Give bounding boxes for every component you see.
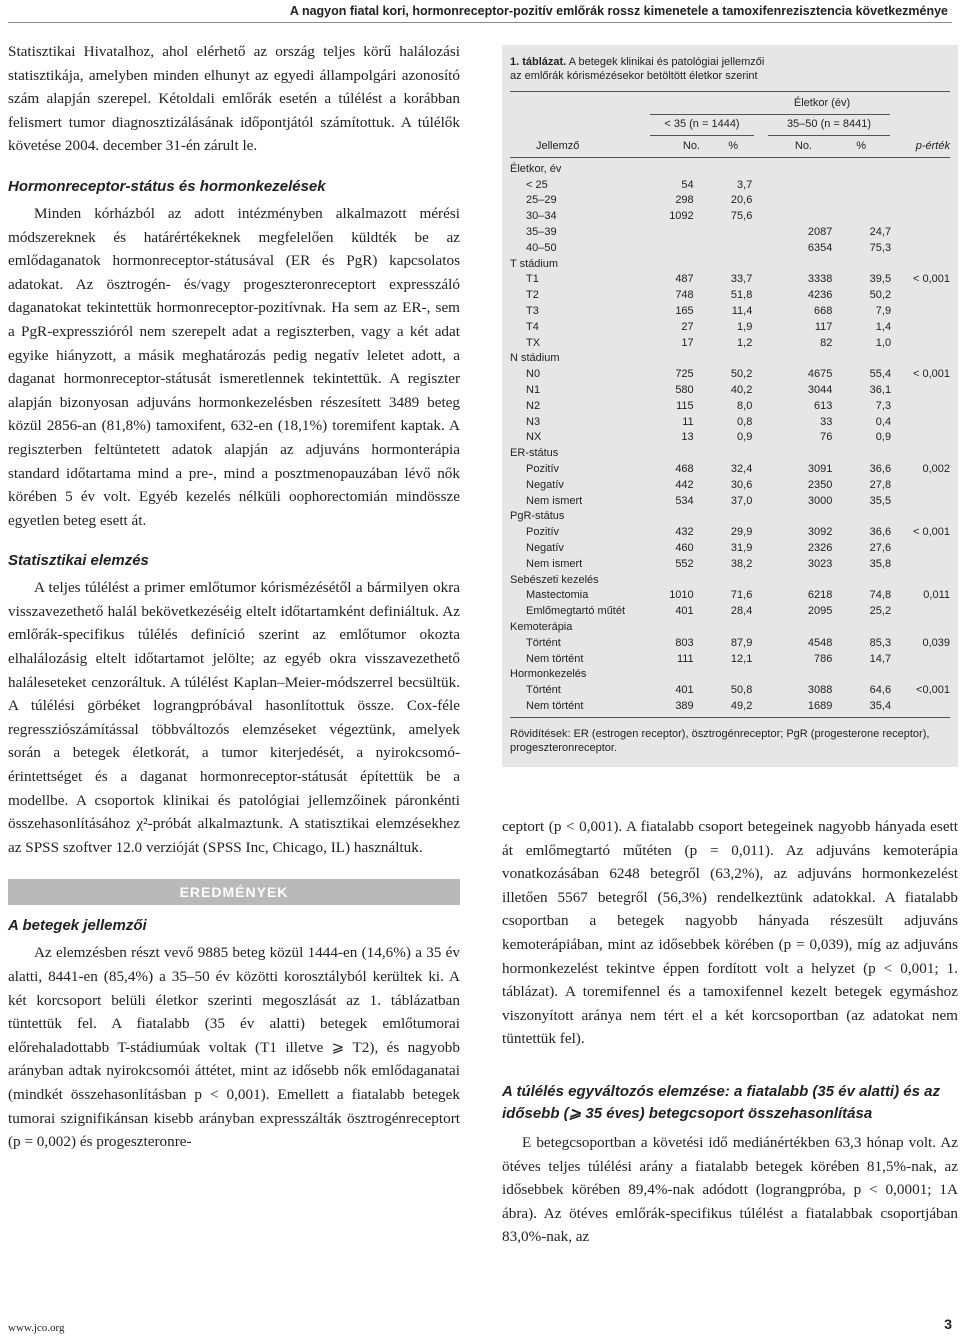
cell-pct-1 bbox=[694, 572, 753, 588]
cell-p-value bbox=[891, 398, 958, 414]
cell-no-1: 389 bbox=[675, 699, 694, 712]
cell-no-2: 76 bbox=[820, 431, 833, 444]
table-row bbox=[502, 287, 958, 303]
left-column bbox=[8, 40, 460, 1154]
cell-pct-1: 28,4 bbox=[730, 605, 753, 618]
cell-p-value bbox=[891, 177, 958, 193]
cell-p-value bbox=[891, 667, 958, 683]
cell-pct-2: 39,5 bbox=[869, 273, 892, 286]
cell-pct-1: 50,8 bbox=[730, 684, 753, 697]
row-label: ER-státus bbox=[510, 447, 559, 460]
cell-p-value bbox=[891, 240, 958, 256]
cell-pct-2 bbox=[832, 177, 891, 193]
cell-pct-2: 7,9 bbox=[875, 305, 892, 318]
table-row bbox=[502, 682, 958, 698]
cell-pct-1 bbox=[694, 224, 753, 240]
cell-p-value bbox=[891, 335, 958, 351]
cell-pct-1: 32,4 bbox=[730, 463, 753, 476]
cell-pct-1: 3,7 bbox=[737, 178, 753, 191]
cell-no-2: 3092 bbox=[807, 526, 833, 539]
row-label: Nem történt bbox=[526, 699, 584, 712]
cell-p-value bbox=[891, 161, 958, 177]
table-row bbox=[502, 256, 958, 272]
cell-pct-2: 74,8 bbox=[869, 589, 892, 602]
cell-no-1: 460 bbox=[675, 542, 694, 555]
cell-no-2: 82 bbox=[820, 336, 833, 349]
results-banner: EREDMÉNYEK bbox=[8, 879, 460, 905]
cell-p-value bbox=[891, 414, 958, 430]
table-footnote: Rövidítések: ER (estrogen receptor), ösztrogénreceptor; PgR (progesterone receptor), progeszteronreceptor. bbox=[510, 728, 930, 754]
cell-p-value bbox=[891, 651, 958, 667]
cell-p-value bbox=[891, 303, 958, 319]
row-label: Negatív bbox=[526, 478, 564, 491]
cell-no-2: 613 bbox=[814, 399, 833, 412]
cell-pct-1: 51,8 bbox=[730, 289, 753, 302]
cell-pct-2: 35,8 bbox=[869, 557, 892, 570]
paragraph-statistics: A teljes túlélést a primer emlőtumor kórismézésétől a bármilyen okra visszavezethető halál bekövetkezéséig eltelt időtartamként definiáltuk. Az emlőrák-specifikus túlélés definíció szerint az emlőtumor okozta elhalálozásig eltelt időtartamot jelölte; az egyéb okra visszavezethető haláleseteket cenzoráltuk. A túlélést Kaplan–Meier-módszerrel becsültük. A túlélési görbéket lograngpróbával hasonlítottuk össze. Cox-féle regressziószámítással többváltozós elemzéseket végeztünk, amelyek során a betegek életkorát, a tumor kiterjedését, a nyirokcsomó-érintettséget és a daganat hormonreceptor-státusát építettük be a modellbe. A csoportok klinikai és patológiai jellemzőinek páronkénti összehasonlításához χ²-próbát alkalmaztunk. A statisztikai elemzésekhez az SPSS szoftver 12.0 verzióját (SPSS Inc, Chicago, IL) használtuk. bbox=[8, 579, 460, 856]
cell-pct-1: 1,9 bbox=[737, 320, 753, 333]
age-header-rule bbox=[650, 114, 890, 115]
group2-rule bbox=[768, 135, 890, 136]
cell-no-1: 115 bbox=[676, 399, 694, 412]
cell-pct-2 bbox=[832, 351, 891, 367]
cell-no-1: 432 bbox=[675, 526, 694, 539]
cell-p-value bbox=[891, 382, 958, 398]
cell-no-1: 725 bbox=[675, 368, 694, 381]
cell-p-value bbox=[891, 556, 958, 572]
table-row bbox=[502, 224, 958, 240]
cell-pct-2: 24,7 bbox=[869, 226, 892, 239]
row-label: Nem ismert bbox=[526, 494, 583, 507]
cell-no-1: 27 bbox=[681, 320, 694, 333]
table-row bbox=[502, 414, 958, 430]
row-label: Történt bbox=[526, 684, 561, 697]
cell-no-1: 748 bbox=[675, 289, 694, 302]
row-label: Emlőmegtartó műtét bbox=[526, 605, 626, 618]
row-label: T4 bbox=[526, 320, 539, 333]
cell-pct-2: 85,3 bbox=[869, 636, 892, 649]
cell-p-value bbox=[891, 319, 958, 335]
row-label: N3 bbox=[526, 415, 541, 428]
cell-pct-1 bbox=[694, 161, 753, 177]
col-pct-1: % bbox=[728, 140, 738, 152]
heading-patients: A betegek jellemzői bbox=[8, 917, 147, 935]
cell-pct-2: 36,6 bbox=[869, 526, 892, 539]
cell-p-value: < 0,001 bbox=[912, 526, 950, 539]
right-column bbox=[502, 815, 958, 1249]
col-no-1: No. bbox=[682, 140, 700, 152]
row-label: Történt bbox=[526, 636, 561, 649]
cell-no-2 bbox=[752, 572, 832, 588]
table-row bbox=[502, 208, 958, 224]
col-pct-2: % bbox=[856, 140, 866, 152]
cell-pct-1: 30,6 bbox=[730, 478, 753, 491]
table-row bbox=[502, 319, 958, 335]
cell-pct-1: 0,8 bbox=[737, 415, 753, 428]
table-row bbox=[502, 635, 958, 651]
cell-pct-2: 7,3 bbox=[875, 399, 892, 412]
cell-p-value bbox=[891, 603, 958, 619]
row-label: 35–39 bbox=[526, 226, 557, 239]
cell-pct-2: 14,7 bbox=[869, 652, 892, 665]
cell-pct-2: 27,8 bbox=[869, 478, 892, 491]
table-row bbox=[502, 524, 958, 540]
cell-no-1 bbox=[654, 351, 694, 367]
cell-pct-2: 64,6 bbox=[869, 684, 892, 697]
table-rule-bottom bbox=[510, 717, 950, 718]
running-header: A nagyon fiatal kori, hormonreceptor-pozitív emlőrák rossz kimenetele a tamoxifenrezisztencia következménye bbox=[289, 4, 948, 18]
cell-no-1: 17 bbox=[681, 336, 694, 349]
cell-pct-1: 1,2 bbox=[737, 336, 753, 349]
row-label: Hormonkezelés bbox=[510, 668, 587, 681]
row-label: 30–34 bbox=[526, 210, 557, 223]
cell-p-value bbox=[891, 430, 958, 446]
cell-p-value bbox=[891, 287, 958, 303]
group-under-35: < 35 (n = 1444) bbox=[664, 118, 740, 130]
table-caption-line-1: A betegek klinikai és patológiai jellemzői bbox=[568, 56, 765, 68]
row-label: N0 bbox=[526, 368, 541, 381]
cell-no-1: 442 bbox=[675, 478, 694, 491]
page-number: 3 bbox=[944, 1316, 952, 1332]
cell-pct-1 bbox=[694, 445, 753, 461]
cell-no-2 bbox=[752, 509, 832, 525]
cell-no-1: 803 bbox=[675, 636, 694, 649]
cell-p-value bbox=[891, 224, 958, 240]
row-label: TX bbox=[526, 336, 541, 349]
table-row bbox=[502, 477, 958, 493]
row-label: Sebészeti kezelés bbox=[510, 573, 599, 586]
cell-no-2 bbox=[752, 351, 832, 367]
row-label: Nem történt bbox=[526, 652, 584, 665]
cell-pct-2: 75,3 bbox=[869, 241, 892, 254]
cell-no-2: 6218 bbox=[807, 589, 833, 602]
cell-no-2 bbox=[752, 619, 832, 635]
table-row bbox=[502, 398, 958, 414]
cell-no-2: 4548 bbox=[807, 636, 833, 649]
cell-pct-2 bbox=[832, 256, 891, 272]
cell-p-value bbox=[891, 445, 958, 461]
cell-pct-1: 0,9 bbox=[737, 431, 753, 444]
table-row bbox=[502, 177, 958, 193]
cell-no-1 bbox=[654, 240, 694, 256]
cell-no-2: 3338 bbox=[807, 273, 833, 286]
cell-no-2: 1689 bbox=[807, 699, 833, 712]
table-row bbox=[502, 351, 958, 367]
row-label: T2 bbox=[526, 289, 539, 302]
cell-no-1 bbox=[654, 572, 694, 588]
paragraph-survival: E betegcsoportban a követési idő mediánértékben 63,3 hónap volt. Az ötéves teljes túlélési arány a fiatalabb betegek körében 81,5%-nak, az idősebbek körében 89,4%-nak adódott (lograngpróba, p < 0,0001; 1A ábra). Az ötéves emlőrák-specifikus túlélést a fiatalabbak csoportjában 83,0%-nak, az bbox=[502, 1133, 958, 1246]
cell-pct-2: 36,6 bbox=[869, 463, 892, 476]
row-label: Kemoterápia bbox=[510, 621, 573, 633]
cell-no-2: 2095 bbox=[807, 605, 833, 618]
cell-pct-2 bbox=[832, 667, 891, 683]
table-row bbox=[502, 556, 958, 572]
table-row bbox=[502, 193, 958, 209]
cell-pct-1: 38,2 bbox=[730, 557, 753, 570]
table-body bbox=[502, 161, 958, 714]
row-label: T1 bbox=[526, 273, 539, 286]
header-rule bbox=[8, 22, 952, 23]
group1-rule bbox=[650, 135, 754, 136]
table-caption bbox=[502, 45, 958, 83]
cell-p-value bbox=[891, 493, 958, 509]
table-row bbox=[502, 698, 958, 714]
cell-pct-1: 20,6 bbox=[730, 194, 753, 207]
cell-pct-1: 8,0 bbox=[737, 399, 753, 412]
row-label: Negatív bbox=[526, 542, 564, 555]
table-row bbox=[502, 382, 958, 398]
cell-no-1: 468 bbox=[675, 463, 694, 476]
cell-pct-1: 29,9 bbox=[730, 526, 753, 539]
cell-pct-2 bbox=[832, 208, 891, 224]
cell-no-1: 487 bbox=[675, 273, 694, 286]
cell-pct-1: 87,9 bbox=[730, 636, 753, 649]
paragraph-registry: Statisztikai Hivatalhoz, ahol elérhető az ország teljes körű halálozási statisztikája, amelyben minden elhunyt az egyedi állampolgári azonosító szám alapján szerepel. Kétoldali emlőrák esetén a túlélést a korábban felismert tumor diagnosztizálásának időpontjától számítottuk. A túlélők követése 2004. december 31-én zárult le. bbox=[8, 43, 460, 155]
cell-p-value: 0,002 bbox=[922, 463, 950, 476]
col-p-value: p-érték bbox=[915, 140, 950, 152]
table-row bbox=[502, 619, 958, 635]
cell-pct-2: 50,2 bbox=[869, 289, 892, 302]
cell-p-value: < 0,001 bbox=[912, 368, 950, 381]
cell-no-2: 2087 bbox=[807, 226, 833, 239]
cell-no-1: 534 bbox=[675, 494, 694, 507]
cell-p-value: 0,039 bbox=[922, 636, 950, 649]
row-label: Pozitív bbox=[526, 463, 560, 476]
cell-pct-2 bbox=[832, 193, 891, 209]
cell-pct-1: 11,4 bbox=[731, 305, 753, 318]
cell-pct-2: 55,4 bbox=[869, 368, 892, 381]
table-row bbox=[502, 272, 958, 288]
cell-no-2: 3023 bbox=[807, 557, 833, 570]
table-rule-top bbox=[510, 91, 950, 92]
cell-no-2: 4236 bbox=[807, 289, 833, 302]
cell-no-1: 1092 bbox=[669, 210, 694, 223]
row-label: Pozitív bbox=[526, 526, 560, 539]
cell-pct-1 bbox=[694, 619, 753, 635]
cell-pct-2: 1,0 bbox=[875, 336, 892, 349]
cell-pct-2 bbox=[832, 445, 891, 461]
cell-pct-2 bbox=[832, 509, 891, 525]
cell-no-2: 3044 bbox=[807, 384, 833, 397]
cell-no-2 bbox=[752, 193, 832, 209]
cell-pct-1: 49,2 bbox=[730, 699, 753, 712]
row-label: < 25 bbox=[526, 178, 548, 191]
cell-pct-1: 31,9 bbox=[730, 542, 753, 555]
table-row bbox=[502, 303, 958, 319]
cell-pct-1: 71,6 bbox=[730, 589, 753, 602]
row-label: PgR-státus bbox=[510, 510, 565, 523]
table-row bbox=[502, 667, 958, 683]
table-caption-line-2: az emlőrák kórismézésekor betöltött életkor szerint bbox=[510, 70, 758, 82]
paragraph-hormonreceptor: Minden kórházból az adott intézményben alkalmazott mérési módszereknek és határértékeknek megfelelően küldték be az emlődaganatok hormonreceptor-státusával (ER és PgR) kapcsolatos adatokat. Az ösztrogén- és/vagy progeszteronreceptort expresszáló daganatokat tekintettük hormonreceptor-pozitívnak. Ha sem az ER-, sem a PgR-expresszióról nem szerepelt adat a regiszterben, vagy a két adat egyike hiányzott, a másik meghatározás pedig negatív leletet adott, a daganat hormonreceptor-státusát ismeretlennek tekintettük. A regiszter alapján bizonyosan adjuváns hormonkezelésben részesített 3489 beteg közül 2856-an (81,8%) tamoxifent, 632-en (18,1%) toremifent kaptak. A regiszterben feltüntetett adatok alapján az adjuváns hormonterápia standard időtartama mind a pre-, mind a posztmenopauzában lévő nők körében 5 év volt. Egyéb kezelés nélküli oophorectomián mindössze egyetlen beteg esett át. bbox=[8, 204, 460, 529]
cell-pct-2: 36,1 bbox=[869, 384, 892, 397]
cell-p-value bbox=[891, 351, 958, 367]
cell-p-value: < 0,001 bbox=[912, 273, 950, 286]
cell-no-1: 111 bbox=[676, 652, 694, 665]
cell-no-1 bbox=[654, 619, 694, 635]
cell-p-value bbox=[891, 540, 958, 556]
row-label: Életkor, év bbox=[510, 162, 562, 175]
cell-no-2: 117 bbox=[814, 320, 833, 333]
table-row bbox=[502, 540, 958, 556]
group-35-50: 35–50 (n = 8441) bbox=[786, 118, 872, 130]
cell-pct-1: 40,2 bbox=[730, 384, 753, 397]
row-label: Nem ismert bbox=[526, 557, 583, 570]
paragraph-continued: ceptort (p < 0,001). A fiatalabb csoport betegeinek nagyobb hányada esett át emlőmegtartó műtéten (p = 0,011). Az adjuváns kemoterápia vonatkozásában 6248 betegről (63,2%), az adjuváns hormonkezelést illetően 5567 betegről (56,3%) rendelkeztünk adatokkal. A fiatalabb csoportban a betegek nagyobb hányada részesült adjuváns kemoterápiában, mint az idősebbek körében (p = 0,039), míg az adjuváns hormonkezelést tekintve éppen fordított volt a helyzet (p < 0,001; 1. táblázat). A toremifennel és a tamoxifennel kezelt betegek egymáshoz viszonyított aránya nem tért el a két korcsoportban (az adatokat nem tüntettük fel). bbox=[502, 818, 958, 1048]
cell-pct-2 bbox=[832, 619, 891, 635]
table-row bbox=[502, 240, 958, 256]
cell-no-1: 298 bbox=[675, 194, 694, 207]
heading-statistics: Statisztikai elemzés bbox=[8, 552, 149, 570]
cell-p-value bbox=[891, 572, 958, 588]
cell-pct-2: 35,4 bbox=[869, 699, 892, 712]
cell-p-value bbox=[891, 698, 958, 714]
cell-p-value bbox=[891, 193, 958, 209]
row-label: T stádium bbox=[510, 257, 559, 270]
cell-no-2 bbox=[752, 445, 832, 461]
cell-pct-1: 75,6 bbox=[730, 210, 753, 223]
cell-pct-1: 50,2 bbox=[730, 368, 753, 381]
cell-no-2: 3000 bbox=[807, 494, 833, 507]
cell-no-1 bbox=[654, 256, 694, 272]
col-feature: Jellemző bbox=[536, 140, 580, 152]
cell-no-2: 786 bbox=[814, 652, 833, 665]
table-row bbox=[502, 603, 958, 619]
cell-pct-1 bbox=[694, 240, 753, 256]
cell-no-1: 401 bbox=[675, 605, 694, 618]
table-row bbox=[502, 493, 958, 509]
cell-no-1: 552 bbox=[675, 557, 694, 570]
cell-no-2 bbox=[752, 161, 832, 177]
cell-pct-2: 27,6 bbox=[869, 542, 892, 555]
table-label: 1. táblázat. bbox=[510, 56, 567, 68]
cell-pct-2: 0,9 bbox=[875, 431, 892, 444]
cell-no-2: 3091 bbox=[807, 463, 833, 476]
age-header: Életkor (év) bbox=[793, 97, 851, 109]
cell-p-value bbox=[891, 619, 958, 635]
cell-p-value bbox=[891, 509, 958, 525]
cell-p-value bbox=[891, 208, 958, 224]
cell-no-1 bbox=[654, 509, 694, 525]
cell-no-2 bbox=[752, 177, 832, 193]
row-label: 25–29 bbox=[526, 194, 557, 207]
row-label: Mastectomia bbox=[526, 589, 589, 602]
table-row bbox=[502, 430, 958, 446]
cell-no-2: 2350 bbox=[807, 478, 833, 491]
cell-no-2: 2326 bbox=[807, 542, 833, 555]
cell-p-value: <0,001 bbox=[916, 684, 950, 697]
cell-no-2 bbox=[752, 256, 832, 272]
cell-p-value bbox=[891, 477, 958, 493]
cell-pct-1: 12,1 bbox=[730, 652, 753, 665]
row-label: N stádium bbox=[510, 352, 560, 365]
footer-url: www.jco.org bbox=[8, 1322, 65, 1334]
heading-survival: A túlélés egyváltozós elemzése: a fiatalabb (35 év alatti) és az idősebb (⩾ 35 éves) betegcsoport összehasonlítása bbox=[502, 1082, 940, 1122]
cell-no-1: 1010 bbox=[669, 589, 694, 602]
cell-no-2: 33 bbox=[820, 415, 833, 428]
row-label: N2 bbox=[526, 399, 541, 412]
row-label: 40–50 bbox=[526, 241, 557, 254]
cell-pct-2: 0,4 bbox=[875, 415, 892, 428]
cell-pct-1: 37,0 bbox=[730, 494, 753, 507]
cell-no-1: 580 bbox=[675, 384, 694, 397]
cell-pct-2: 25,2 bbox=[869, 605, 892, 618]
cell-pct-2: 1,4 bbox=[875, 320, 892, 333]
cell-pct-2: 35,5 bbox=[869, 494, 892, 507]
table-1 bbox=[502, 45, 958, 767]
cell-no-1 bbox=[654, 445, 694, 461]
row-label: N1 bbox=[526, 384, 541, 397]
cell-pct-1 bbox=[694, 667, 753, 683]
cell-no-1 bbox=[654, 161, 694, 177]
table-row bbox=[502, 366, 958, 382]
row-label: NX bbox=[526, 431, 542, 444]
heading-hormonreceptor: Hormonreceptor-státus és hormonkezelések bbox=[8, 177, 326, 195]
col-no-2: No. bbox=[794, 140, 812, 152]
cell-no-1: 11 bbox=[682, 415, 694, 428]
cell-no-2: 4675 bbox=[807, 368, 833, 381]
cell-pct-1: 33,7 bbox=[730, 273, 753, 286]
cell-no-1 bbox=[654, 224, 694, 240]
table-row bbox=[502, 572, 958, 588]
cell-pct-2 bbox=[832, 161, 891, 177]
table-row bbox=[502, 445, 958, 461]
table-rule-header bbox=[510, 157, 950, 158]
paragraph-patients: Az elemzésben részt vevő 9885 beteg közül 1444-en (14,6%) a 35 év alatti, 8441-en (85,4%) a 35–50 év közötti korosztályból kerültek ki. A két korcsoport belüli életkor szerinti megoszlását az 1. táblázatban tüntettük fel. A fiatalabb (35 év alatti) betegek emlőtumorai előrehaladottabb T-stádiumúak voltak (T1 illetve ⩾ T2), és nagyobb arányban adtak nyirokcsomói áttétet, mint az idősebb nők emlődaganatai (mindkét összehasonlításban p < 0,001). Emellett a fiatalabb betegek tumorai szignifikánsan kisebb arányban expresszálták ösztrogénreceptort (p = 0,002) és progeszteronre- bbox=[8, 944, 460, 1151]
cell-no-1: 401 bbox=[675, 684, 694, 697]
cell-no-2: 6354 bbox=[807, 241, 833, 254]
cell-no-2: 668 bbox=[814, 305, 833, 318]
row-label: T3 bbox=[526, 305, 539, 318]
cell-pct-2 bbox=[832, 572, 891, 588]
table-row bbox=[502, 509, 958, 525]
cell-pct-1 bbox=[694, 256, 753, 272]
table-row bbox=[502, 161, 958, 177]
cell-pct-1 bbox=[694, 509, 753, 525]
cell-no-2 bbox=[752, 667, 832, 683]
cell-p-value: 0,011 bbox=[923, 589, 950, 602]
cell-p-value bbox=[891, 256, 958, 272]
cell-no-1: 165 bbox=[675, 305, 694, 318]
cell-no-1 bbox=[654, 667, 694, 683]
table-row bbox=[502, 651, 958, 667]
table-row bbox=[502, 588, 958, 604]
cell-no-1: 13 bbox=[681, 431, 694, 444]
cell-no-2: 3088 bbox=[807, 684, 833, 697]
cell-no-2 bbox=[752, 208, 832, 224]
cell-pct-1 bbox=[694, 351, 753, 367]
cell-no-1: 54 bbox=[681, 178, 694, 191]
table-row bbox=[502, 335, 958, 351]
table-row bbox=[502, 461, 958, 477]
